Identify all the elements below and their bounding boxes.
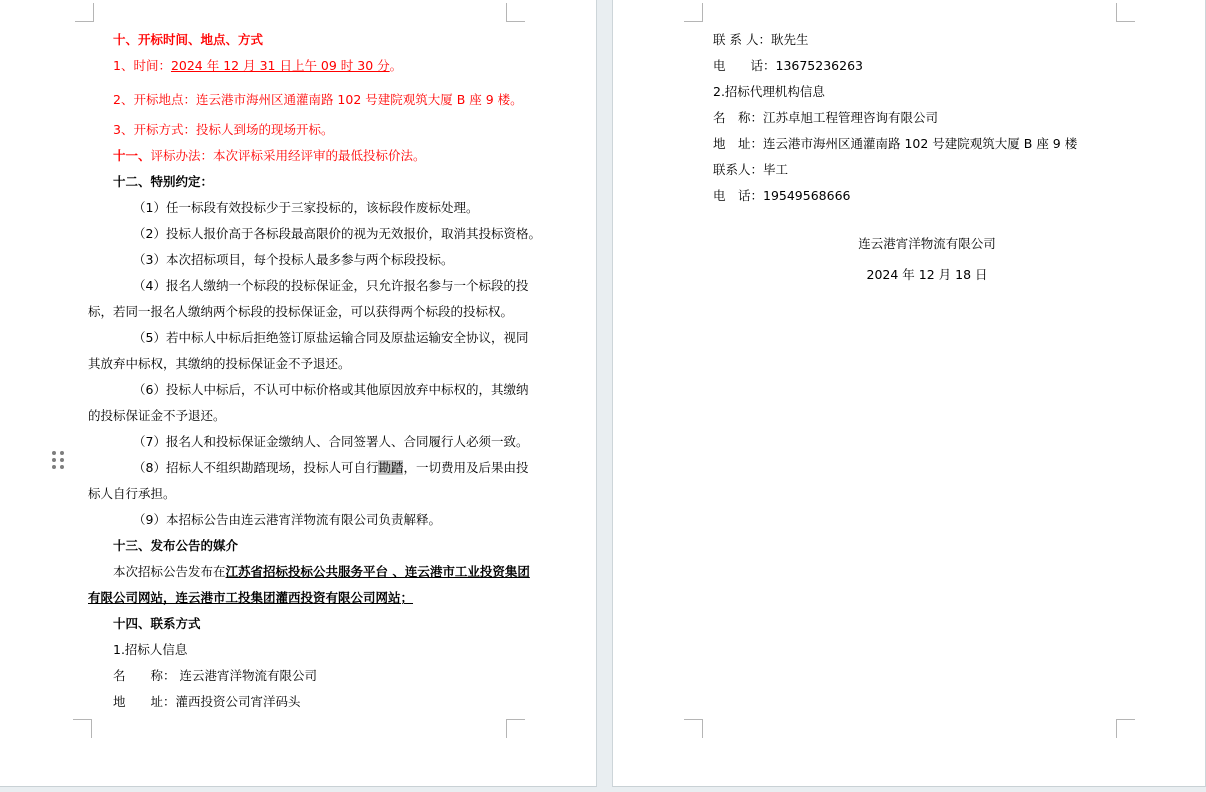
time-value: 2024 年 12 月 31 日上午 09 时 30 分	[170, 58, 390, 73]
bid-opening-place-line: 2、开标地点：连云港市海州区通灌南路 102 号建院观筑大厦 B 座 9 楼。	[113, 92, 523, 107]
page-1	[0, 0, 597, 787]
bid-opening-time-line	[88, 53, 528, 79]
clause-1: （1）任一标段有效投标少于三家投标的，该标段作废标处理。	[133, 200, 479, 215]
margin-corner-mark	[506, 3, 525, 22]
section-11-number: 十一、	[113, 148, 151, 163]
clause-2: （2）投标人报价高于各标段最高限价的视为无效报价，取消其投标资格。	[133, 226, 541, 241]
bidder-contact-line: 联 系 人：耿先生	[713, 32, 809, 47]
media-prefix: 本次招标公告发布在	[113, 564, 226, 579]
clause-8-post: ，一切费用及后果由投	[403, 460, 529, 475]
media-line-2: 有限公司网站，连云港市工投集团灌西投资有限公司网站；	[88, 590, 414, 605]
bidder-address-line: 地 址：灌西投资公司宵洋码头	[113, 694, 301, 709]
page-2	[612, 0, 1206, 787]
time-label: 1、时间：	[113, 58, 171, 73]
clause-8-line-2: 标人自行承担。	[88, 486, 176, 501]
agency-name-line: 名 称：江苏卓旭工程管理咨询有限公司	[713, 110, 939, 125]
bidder-name-line: 名 称： 连云港宵洋物流有限公司	[113, 668, 317, 683]
clause-5-line-1: （5）若中标人中标后拒绝签订原盐运输合同及原盐运输安全协议，视同	[133, 330, 529, 345]
heading-section-11	[88, 143, 528, 169]
drag-handle-dot	[52, 458, 56, 462]
margin-corner-mark	[75, 3, 94, 22]
agency-phone-line: 电 话：19549568666	[713, 188, 851, 203]
bidder-phone-line: 电 话：13675236263	[713, 58, 863, 73]
clause-7: （7）报名人和投标保证金缴纳人、合同签署人、合同履行人必须一致。	[133, 434, 529, 449]
media-line-1	[88, 559, 528, 585]
clause-5-line-2: 其放弃中标权，其缴纳的投标保证金不予退还。	[88, 356, 351, 371]
heading-section-12: 十二、特别约定：	[113, 174, 214, 189]
margin-corner-mark	[1116, 3, 1135, 22]
drag-handle-dot	[52, 451, 56, 455]
heading-section-10: 十、开标时间、地点、方式	[113, 32, 264, 47]
clause-8-line-1	[88, 455, 528, 481]
agency-info-title: 2.招标代理机构信息	[713, 84, 825, 99]
bidder-info-title: 1.招标人信息	[113, 642, 188, 657]
signature-company: 连云港宵洋物流有限公司	[858, 236, 996, 251]
section-11-text: 评标办法：本次评标采用经评审的最低投标价法。	[150, 148, 426, 163]
agency-address-line: 地 址：连云港市海州区通灌南路 102 号建院观筑大厦 B 座 9 楼	[713, 136, 1078, 151]
bid-opening-method-line: 3、开标方式：投标人到场的现场开标。	[113, 122, 334, 137]
drag-handle-dot	[52, 465, 56, 469]
margin-corner-mark	[73, 719, 92, 738]
agency-contact-line: 联系人：毕工	[713, 162, 789, 177]
drag-handle-dot	[60, 458, 64, 462]
heading-section-14: 十四、联系方式	[113, 616, 201, 631]
page-2-text-area[interactable]	[713, 21, 1141, 288]
drag-handle-icon[interactable]	[52, 451, 64, 469]
clause-3: （3）本次招标项目，每个投标人最多参与两个标段投标。	[133, 252, 454, 267]
margin-corner-mark	[684, 719, 703, 738]
drag-handle-dot	[60, 451, 64, 455]
clause-4-line-1: （4）报名人缴纳一个标段的投标保证金，只允许报名参与一个标段的投	[133, 278, 529, 293]
clause-8-pre: （8）招标人不组织勘踏现场，投标人可自行	[133, 460, 379, 475]
clause-6-line-2: 的投标保证金不予退还。	[88, 408, 226, 423]
highlighted-word: 勘踏	[378, 460, 404, 475]
page-1-text-area[interactable]	[88, 21, 541, 715]
margin-corner-mark	[684, 3, 703, 22]
heading-section-13: 十三、发布公告的媒介	[113, 538, 239, 553]
media-platforms-1: 江苏省招标投标公共服务平台 、连云港市工业投资集团	[225, 564, 530, 579]
clause-6-line-1: （6）投标人中标后，不认可中标价格或其他原因放弃中标权的，其缴纳	[133, 382, 529, 397]
clause-4-line-2: 标，若同一报名人缴纳两个标段的投标保证金，可以获得两个标段的投标权。	[88, 304, 514, 319]
time-period: 。	[389, 58, 403, 73]
signature-date: 2024 年 12 月 18 日	[866, 267, 988, 282]
clause-9: （9）本招标公告由连云港宵洋物流有限公司负责解释。	[133, 512, 441, 527]
drag-handle-dot	[60, 465, 64, 469]
margin-corner-mark	[1116, 719, 1135, 738]
margin-corner-mark	[506, 719, 525, 738]
